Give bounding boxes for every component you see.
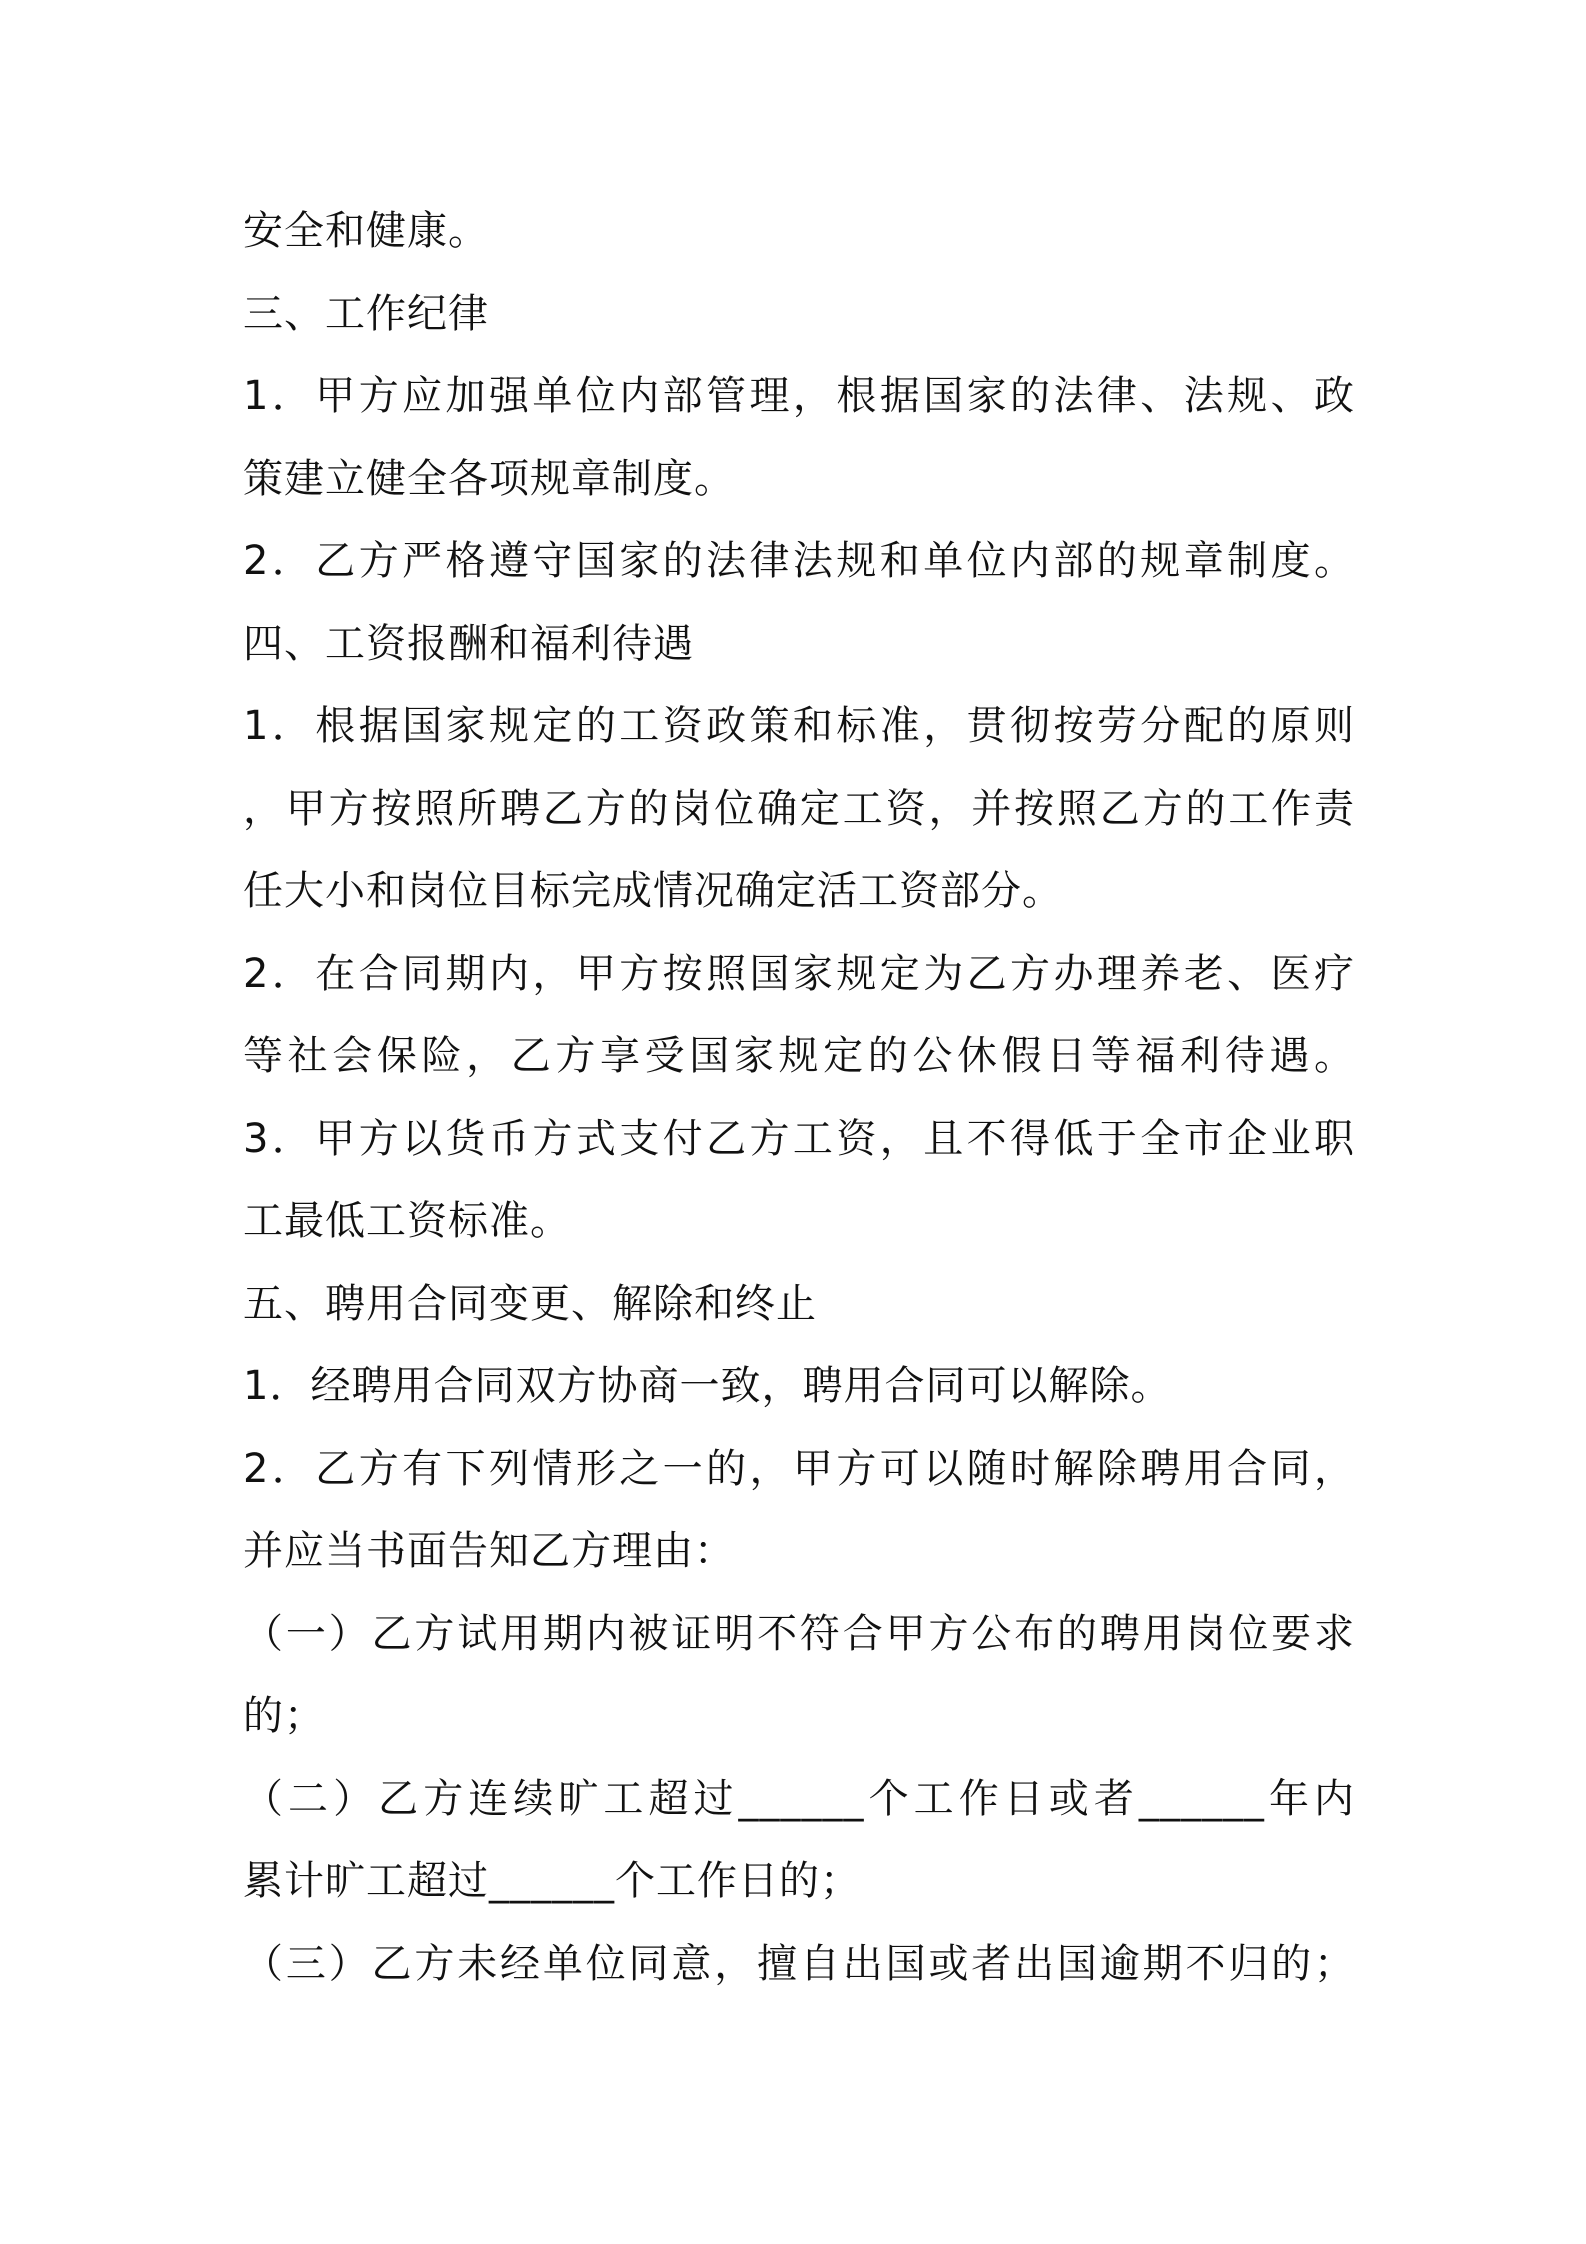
- text-line: 3．甲方以货币方式支付乙方工资，且不得低于全市企业职: [243, 1115, 1355, 1162]
- text-line: （一）乙方试用期内被证明不符合甲方公布的聘用岗位要求: [243, 1610, 1355, 1657]
- text-line: 策建立健全各项规章制度。: [243, 455, 735, 502]
- text-line: 工最低工资标准。: [243, 1198, 571, 1244]
- text-line: 任大小和岗位目标完成情况确定活工资部分。: [243, 868, 1063, 914]
- text-line: 2．乙方有下列情形之一的，甲方可以随时解除聘用合同，: [243, 1445, 1355, 1492]
- text-line: ，甲方按照所聘乙方的岗位确定工资，并按照乙方的工作责: [243, 785, 1355, 832]
- document-body: [243, 190, 1355, 2005]
- section-heading: 三、工作纪律: [243, 290, 489, 337]
- text-line: （二）乙方连续旷工超过______个工作日或者______年内: [243, 1775, 1355, 1822]
- text-line: 1．经聘用合同双方协商一致，聘用合同可以解除。: [243, 1363, 1172, 1409]
- text-line: 2．乙方严格遵守国家的法律法规和单位内部的规章制度。: [243, 538, 1355, 584]
- section-heading: 五、聘用合同变更、解除和终止: [243, 1280, 817, 1327]
- text-line: 1．甲方应加强单位内部管理，根据国家的法律、法规、政: [243, 373, 1355, 419]
- text-line: 累计旷工超过______个工作日的；: [243, 1858, 861, 1904]
- text-line: 安全和健康。: [243, 208, 489, 254]
- text-line: 2．在合同期内，甲方按照国家规定为乙方办理养老、医疗: [243, 950, 1355, 997]
- section-heading: 四、工资报酬和福利待遇: [243, 620, 694, 667]
- text-line: 的；: [243, 1693, 325, 1739]
- text-line: 等社会保险，乙方享受国家规定的公休假日等福利待遇。: [243, 1033, 1355, 1079]
- text-line: 并应当书面告知乙方理由：: [243, 1528, 735, 1574]
- text-line: 1．根据国家规定的工资政策和标准，贯彻按劳分配的原则: [243, 703, 1355, 749]
- text-line: （三）乙方未经单位同意，擅自出国或者出国逾期不归的；: [243, 1940, 1355, 1987]
